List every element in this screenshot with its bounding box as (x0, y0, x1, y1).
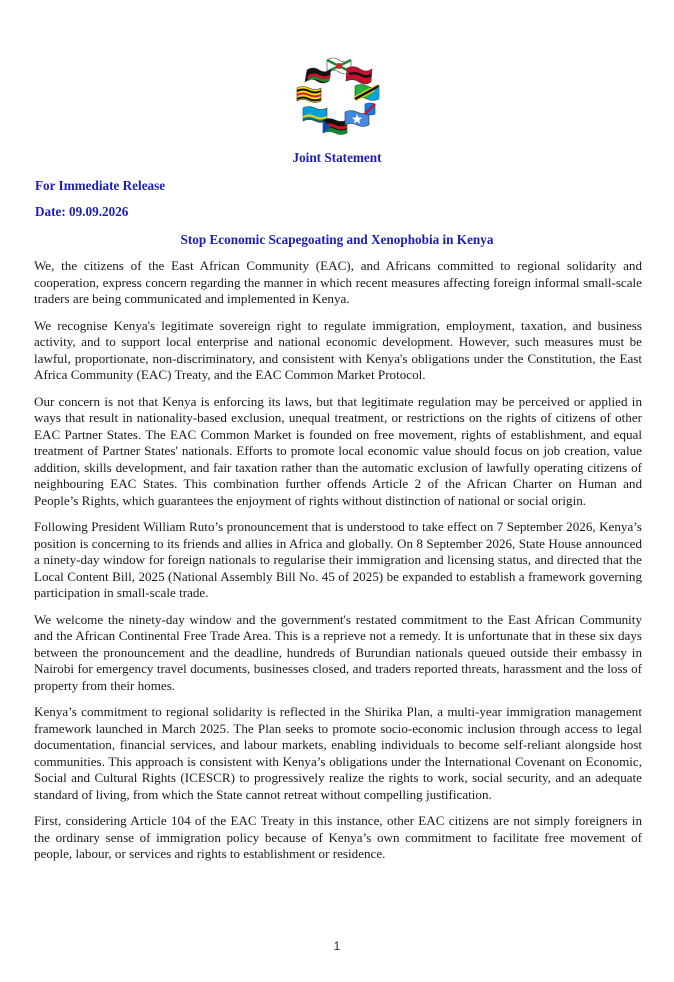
page-number: 1 (333, 941, 341, 953)
paragraph-2: We recognise Kenya's legitimate sovereign right to regulate immigration, employment, taxation, and business activity, and to support local enterprise and national economic development. However, such measures must be lawful, proportionate, non-discriminatory, and consistent with Kenya's obligations under the Constitution, the East Africa Community (EAC) Treaty, and the EAC Common Market Protocol. (34, 317, 642, 382)
paragraph-7: First, considering Article 104 of the EAC Treaty in this instance, other EAC citizens are not simply foreigners in the ordinary sense of immigration policy because of Kenya’s own commitment to facilitate free movement of people, labour, or services and rights to establishment or residence. (34, 813, 642, 861)
paragraph-1: We, the citizens of the East African Community (EAC), and Africans committed to regional solidarity and cooperation, express concern regarding the manner in which recent measures affecting foreign informal small-scale traders are being communicated and implemented in Kenya. (34, 258, 642, 306)
joint-statement-title: Joint Statement (292, 150, 382, 165)
statement-headline: Stop Economic Scapegoating and Xenophobia in Kenya (180, 232, 494, 247)
statement-date: Date: 09.09.2026 (35, 204, 129, 219)
paragraph-3: Our concern is not that Kenya is enforcing its laws, but that legitimate regulation may be perceived or applied in ways that result in nationality-based exclusion, unequal treatment, or restrictions on the rights of citizens of other EAC Partner States. The EAC Common Market is founded on free movement, rights of establishment, and equal treatment of Partner States' nationals. Efforts to promote local economic value should focus on job creation, value addition, skills development, and fair taxation rather than the automatic exclusion of lawfully operating citizens of neighbouring EAC States. This combination further offends Article 2 of the African Charter on Human and People’s Rights, which guarantees the enjoyment of rights without distinction of national or social origin. (34, 393, 642, 508)
release-label: For Immediate Release (35, 178, 166, 193)
paragraph-5: We welcome the ninety-day window and the government's restated commitment to the East African Community and the African Continental Free Trade Area. This is a reprieve not a remedy. It is unfortunate that in these six days between the pronouncement and the deadline, hundreds of Burundian nationals queued outside their embassy in Nairobi for emergency travel documents, businesses closed, and traders reported threats, harassment and the loss of property from their homes. (34, 611, 642, 693)
paragraph-6: Kenya’s commitment to regional solidarity is reflected in the Shirika Plan, a multi-year immigration management framework launched in March 2025. The Plan seeks to promote socio-economic inclusion through access to legal documentation, financial services, and labour markets, enabling individuals to become self-reliant alongside host communities. This approach is consistent with Kenya’s obligations under the International Covenant on Economic, Social and Cultural Rights (ICESCR) to progressively realize the rights to work, social security, and an adequate standard of living, from which the State cannot retreat without compelling justification. (34, 704, 642, 802)
paragraph-4: Following President William Ruto’s pronouncement that is understood to take effect on 7 September 2026, Kenya’s position is concerning to its friends and allies in Africa and globally. On 8 September 2026, State House announced a ninety-day window for foreign nationals to regularise their immigration and licensing status, and directed that the Local Content Bill, 2025 (National Assembly Bill No. 45 of 2025) be expanded to establish a framework governing participation in small-scale trade. (34, 519, 642, 600)
eac-flags-ring-logo (289, 54, 385, 140)
statement-body (34, 258, 642, 873)
